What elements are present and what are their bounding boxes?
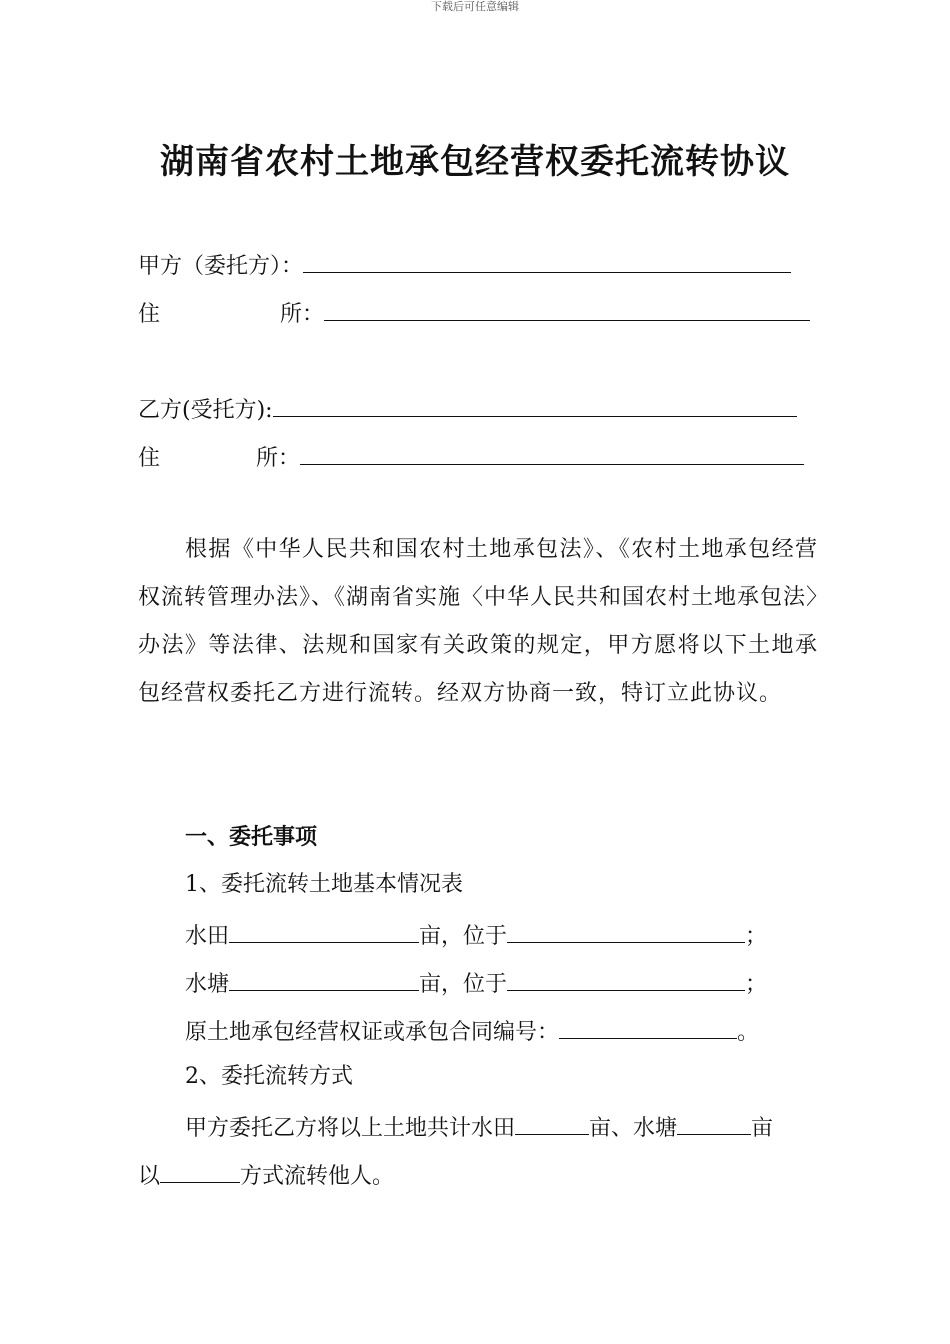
party-a-address-line <box>138 296 810 330</box>
certificate-number-blank[interactable] <box>559 1014 737 1039</box>
party-b-line <box>138 392 797 426</box>
pond-end: ； <box>745 972 768 997</box>
pond-line <box>185 966 767 1000</box>
certificate-end: 。 <box>737 1020 760 1045</box>
method-line-2 <box>138 1158 394 1192</box>
header-note: 下载后可任意编辑 <box>431 0 519 13</box>
party-a-address-blank[interactable] <box>324 296 810 321</box>
method-type-blank[interactable] <box>160 1158 240 1183</box>
paddy-location-blank[interactable] <box>507 918 745 943</box>
intro-paragraph: 根据《中华人民共和国农村土地承包法》、《农村土地承包经营权流转管理办法》、《湖南省实施〈中华人民共和国农村土地承包法〉办法》等法律、法规和国家有关政策的规定，甲方愿将以下土地承包经营权委托乙方进行流转。经双方协商一致，特订立此协议。 <box>138 537 819 706</box>
party-b-address-label-1: 住 <box>138 446 161 471</box>
method-paddy-blank[interactable] <box>515 1110 589 1135</box>
pond-label: 水塘 <box>185 972 230 997</box>
party-b-address-blank[interactable] <box>300 440 804 465</box>
party-a-line <box>138 248 791 282</box>
party-a-address-label-1: 住 <box>138 302 161 327</box>
paddy-field-line <box>185 918 767 952</box>
method-pond-blank[interactable] <box>677 1110 751 1135</box>
method-text-3: 亩 <box>751 1116 774 1141</box>
party-b-label: 乙方(受托方): <box>138 398 273 423</box>
section-1-item-2: 2、委托流转方式 <box>185 1064 353 1089</box>
method-text-1: 甲方委托乙方将以上土地共计水田 <box>185 1116 516 1141</box>
party-a-label: 甲方（委托方）： <box>138 254 304 279</box>
party-b-address-label-2: 所： <box>256 446 301 471</box>
method-text-4: 以 <box>138 1164 161 1189</box>
section-1-heading: 一、委托事项 <box>185 824 318 850</box>
certificate-line <box>185 1014 759 1048</box>
method-text-2: 亩、水塘 <box>589 1116 678 1141</box>
pond-area-blank[interactable] <box>229 966 419 991</box>
paddy-label: 水田 <box>185 924 230 949</box>
paddy-end: ； <box>745 924 768 949</box>
section-1-item-1: 1、委托流转土地基本情况表 <box>185 872 463 897</box>
pond-location-blank[interactable] <box>507 966 745 991</box>
pond-unit: 亩，位于 <box>419 972 508 997</box>
paddy-area-blank[interactable] <box>229 918 419 943</box>
party-a-address-label-2: 所： <box>280 302 325 327</box>
method-text-5: 方式流转他人。 <box>240 1164 395 1189</box>
certificate-label: 原土地承包经营权证或承包合同编号： <box>185 1020 560 1045</box>
party-a-name-blank[interactable] <box>303 248 791 273</box>
document-title: 湖南省农村土地承包经营权委托流转协议 <box>160 142 790 182</box>
party-b-name-blank[interactable] <box>273 392 797 417</box>
party-b-address-line <box>138 440 804 474</box>
paddy-unit: 亩，位于 <box>419 924 508 949</box>
method-line-1 <box>185 1110 773 1144</box>
